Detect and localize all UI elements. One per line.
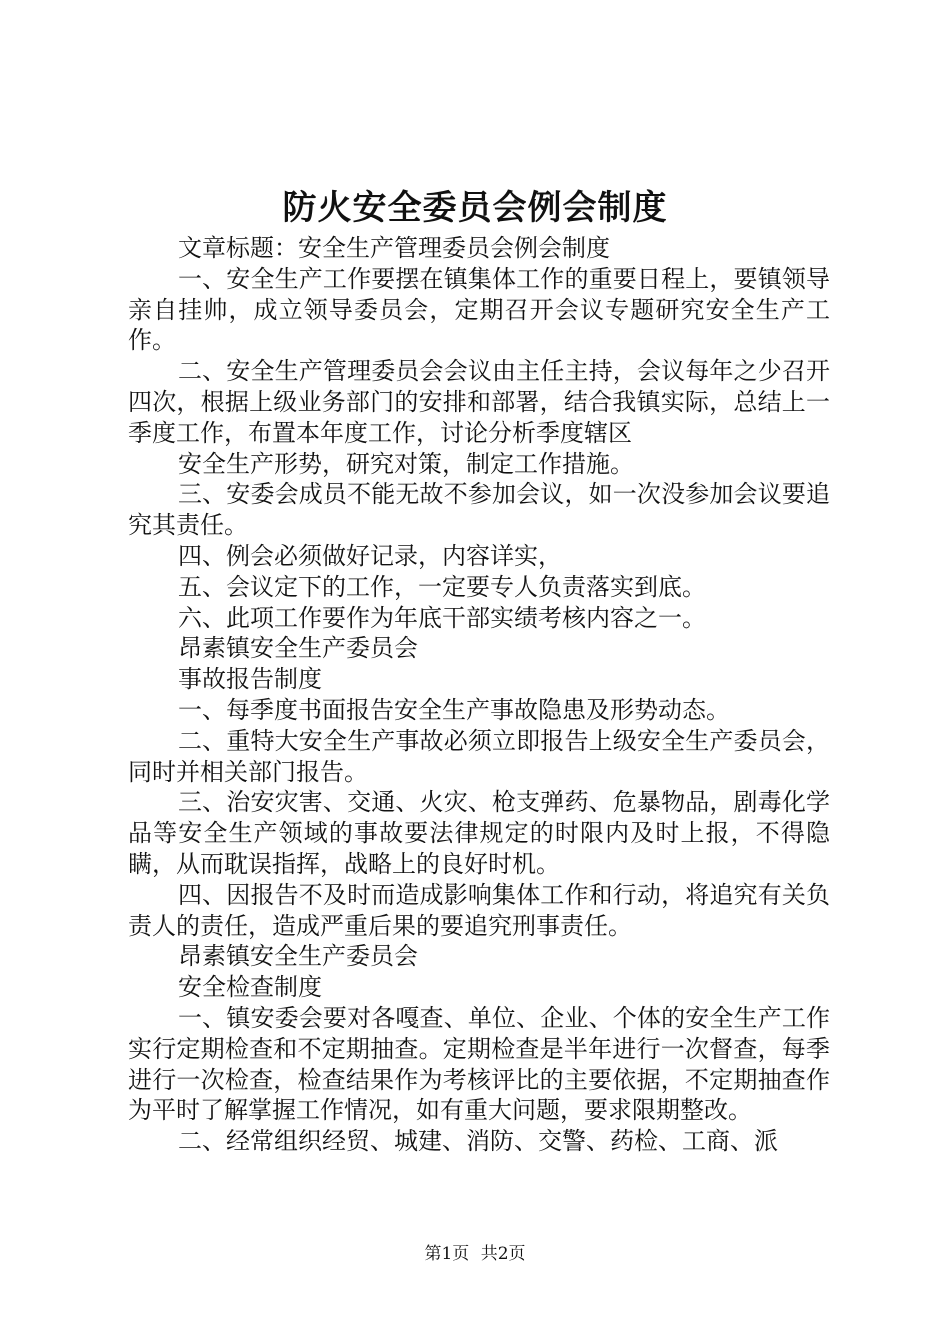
signature-line: 昂素镇安全生产委员会: [178, 942, 418, 971]
section-heading: 安全检查制度: [178, 973, 322, 1002]
paragraph: 二、重特大安全生产事故必须立即报告上级安全生产委员会，同时并相关部门报告。: [128, 726, 830, 786]
paragraph: 四、因报告不及时而造成影响集体工作和行动，将追究有关负责人的责任，造成严重后果的要追究刑事责任。: [128, 880, 830, 940]
paragraph: 二、安全生产管理委员会会议由主任主持，会议每年之少召开四次，根据上级业务部门的安排和部署，结合我镇实际，总结上一季度工作，布置本年度工作，讨论分析季度辖区: [128, 357, 830, 447]
section-heading: 事故报告制度: [178, 665, 322, 694]
paragraph: 二、经常组织经贸、城建、消防、交警、药检、工商、派: [178, 1127, 778, 1156]
paragraph: 五、会议定下的工作，一定要专人负责落实到底。: [178, 572, 706, 601]
paragraph: 一、镇安委会要对各嘎查、单位、企业、个体的安全生产工作实行定期检查和不定期抽查。定期检查是半年进行一次督查，每季进行一次检查，检查结果作为考核评比的主要依据，不定期抽查作为平时了解掌握工作情况，如有重大问题，要求限期整改。: [128, 1003, 830, 1125]
paragraph: 四、例会必须做好记录，内容详实，: [178, 541, 562, 570]
document-body: [128, 233, 830, 1157]
paragraph: 一、每季度书面报告安全生产事故隐患及形势动态。: [178, 695, 730, 724]
signature-line: 昂素镇安全生产委员会: [178, 634, 418, 663]
paragraph: 三、治安灾害、交通、火灾、枪支弹药、危暴物品，剧毒化学品等安全生产领域的事故要法律规定的时限内及时上报，不得隐瞒，从而耽误指挥，战略上的良好时机。: [128, 788, 830, 878]
page-number: 第1页: [424, 1244, 470, 1264]
page-footer: [0, 1242, 950, 1266]
paragraph: 一、安全生产工作要摆在镇集体工作的重要日程上，要镇领导亲自挂帅，成立领导委员会，定期召开会议专题研究安全生产工作。: [128, 264, 830, 355]
paragraph: 文章标题：安全生产管理委员会例会制度: [178, 234, 610, 262]
paragraph: 安全生产形势，研究对策，制定工作措施。: [178, 449, 634, 478]
document-title: 防火安全委员会例会制度: [282, 188, 668, 228]
paragraph: 三、安委会成员不能无故不参加会议，如一次没参加会议要追究其责任。: [128, 480, 830, 540]
paragraph: 六、此项工作要作为年底干部实绩考核内容之一。: [178, 603, 706, 632]
page-total: 共2页: [480, 1244, 526, 1264]
